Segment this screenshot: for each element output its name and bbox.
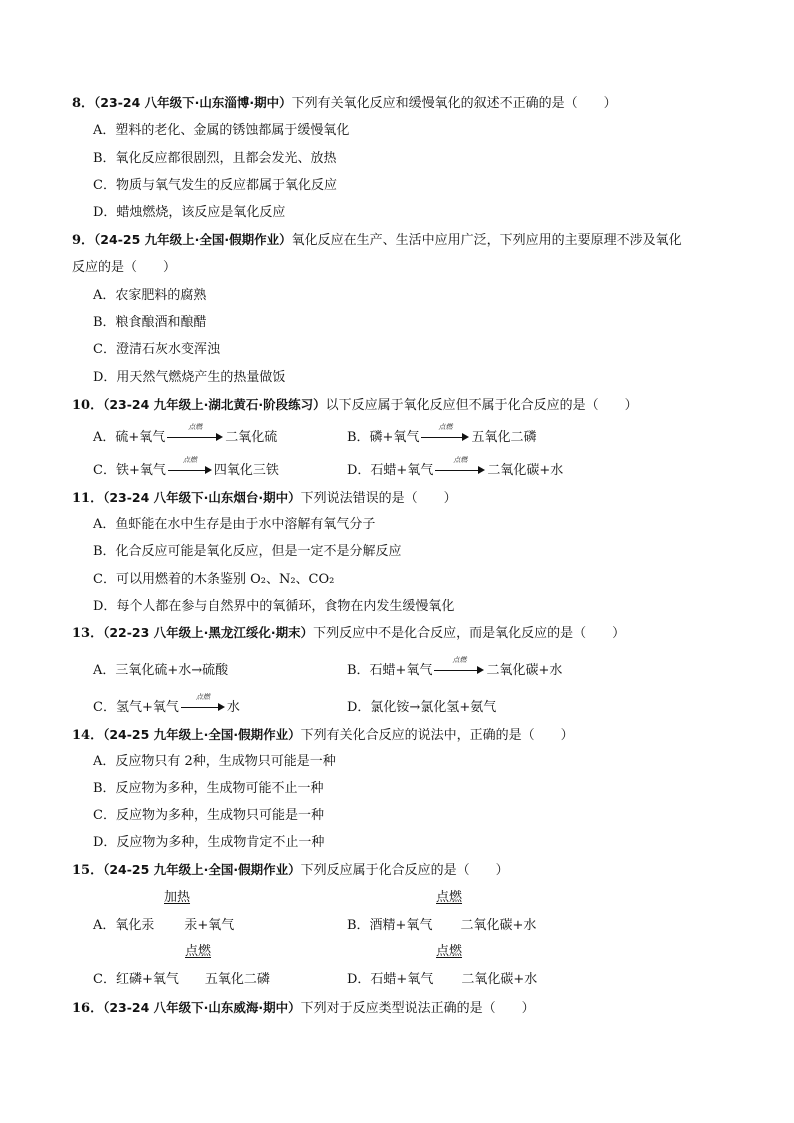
- products: 二氧化硫: [225, 430, 278, 445]
- reaction-condition: 点燃: [453, 455, 468, 464]
- option-a: A．塑料的老化、金属的锈蚀都属于缓慢氧化: [93, 123, 350, 138]
- option-a: A．反应物只有 2种，生成物只可能是一种: [93, 754, 336, 769]
- products: 二氧化碳+水: [487, 463, 564, 478]
- question-10-stem: [72, 396, 638, 415]
- option-d: D．反应物为多种，生成物肯定不止一种: [93, 835, 325, 850]
- option-d: D．每个人都在参与自然界中的氧循环，食物在内发生缓慢氧化: [93, 599, 455, 614]
- option-b: B．粮食酿酒和酿醋: [93, 315, 207, 330]
- option-c: C．物质与氧气发生的反应都属于氧化反应: [93, 178, 337, 193]
- option-c: C．反应物为多种，生成物只可能是一种: [93, 808, 324, 823]
- question-source: （23-24 八年级下·山东威海·期中）: [103, 1000, 301, 1015]
- option-a: [93, 662, 228, 680]
- question-text: 下列反应中不是化合反应，而是氧化反应的是（ ）: [313, 626, 626, 641]
- products: 汞+氧气: [184, 918, 235, 933]
- option-b: [347, 655, 563, 680]
- reactants: B．石蜡+氧气: [347, 663, 433, 678]
- products: 水: [226, 700, 240, 715]
- option-c: [93, 692, 240, 717]
- reaction-arrow: [168, 455, 212, 475]
- reaction-condition: 点燃: [452, 655, 467, 664]
- option-b: B．氧化反应都很剧烈，且都会发光、放热: [93, 151, 337, 166]
- option-c: [93, 455, 279, 480]
- reaction-condition: 点燃: [182, 455, 197, 464]
- option-a: [93, 422, 278, 447]
- reaction-condition: 加热: [164, 890, 191, 905]
- option-c: C．可以用燃着的木条鉴别 O₂、N₂、CO₂: [93, 572, 335, 587]
- question-number: 13．: [72, 626, 104, 641]
- option-d: [347, 455, 564, 480]
- option-a: A．农家肥料的腐熟: [93, 288, 207, 303]
- option-b: [347, 422, 537, 447]
- question-11-stem: [72, 489, 457, 508]
- question-text: 下列说法错误的是（ ）: [300, 491, 457, 506]
- reactants: A．氧化汞: [93, 918, 155, 933]
- question-number: 9．: [72, 233, 95, 248]
- question-text: 氧化反应在生产、生活中应用广泛，下列应用的主要原理不涉及氧化: [291, 233, 682, 248]
- products: 五氧化二磷: [204, 972, 270, 987]
- question-number: 14．: [72, 728, 104, 743]
- reactants: B．磷+氧气: [347, 430, 420, 445]
- products: 五氧化二磷: [471, 430, 537, 445]
- option-d: [347, 699, 496, 717]
- question-8-stem: [72, 94, 617, 113]
- question-16-stem: [72, 999, 535, 1018]
- question-source: （23-24 八年级下·山东烟台·期中）: [103, 490, 301, 505]
- option-d: D．用天然气燃烧产生的热量做饭: [93, 370, 286, 385]
- reactants: D．石蜡+氧气: [347, 972, 434, 987]
- reactants: C．氢气+氧气: [93, 700, 179, 715]
- option-a: [93, 917, 234, 935]
- question-13-stem: [72, 624, 625, 643]
- option-c: C．澄清石灰水变浑浊: [93, 342, 220, 357]
- option-d: D．蜡烛燃烧，该反应是氧化反应: [93, 205, 286, 220]
- question-9-stem-continued: 反应的是（ ）: [72, 260, 177, 275]
- question-text: 下列反应属于化合反应的是（ ）: [300, 863, 509, 878]
- question-14-stem: [72, 726, 574, 745]
- option-b: [347, 917, 536, 935]
- reaction-text: D．氯化铵→氯化氢+氨气: [347, 700, 497, 715]
- question-number: 8．: [72, 96, 95, 111]
- products: 二氧化碳+水: [460, 918, 537, 933]
- option-d: [347, 971, 537, 989]
- reactants: C．铁+氧气: [93, 463, 166, 478]
- option-b: B．化合反应可能是氧化反应，但是一定不是分解反应: [93, 544, 402, 559]
- reactants: D．石蜡+氧气: [347, 463, 434, 478]
- reaction-arrow: [421, 422, 469, 442]
- products: 二氧化碳+水: [461, 972, 538, 987]
- reactants: C．红磷+氧气: [93, 972, 179, 987]
- reaction-condition: 点燃: [438, 422, 453, 431]
- question-number: 16．: [72, 1001, 104, 1016]
- question-text: 下列对于反应类型说法正确的是（ ）: [300, 1001, 535, 1016]
- question-source: （24-25 九年级上·全国·假期作业）: [103, 727, 301, 742]
- question-source: （22-23 八年级上·黑龙江绥化·期末）: [103, 625, 314, 640]
- reaction-condition: 点燃: [195, 692, 210, 701]
- reaction-arrow: [435, 455, 485, 475]
- option-c: [93, 971, 270, 989]
- reaction-condition: 点燃: [185, 944, 212, 959]
- question-text: 下列有关化合反应的说法中，正确的是（ ）: [300, 728, 574, 743]
- question-source: （24-25 九年级上·全国·假期作业）: [103, 862, 301, 877]
- reaction-arrow: [167, 422, 223, 442]
- reaction-condition: 点燃: [436, 944, 463, 959]
- question-9-stem: [72, 231, 682, 250]
- question-text: 下列有关氧化反应和缓慢氧化的叙述不正确的是（ ）: [291, 96, 617, 111]
- question-source: （24-25 九年级上·全国·假期作业）: [94, 232, 292, 247]
- reaction-arrow: [434, 655, 484, 675]
- reaction-condition: 点燃: [436, 890, 463, 905]
- option-a: A．鱼虾能在水中生存是由于水中溶解有氧气分子: [93, 517, 376, 532]
- reaction-condition: 点燃: [188, 422, 203, 431]
- reaction-text: A．三氧化硫+水→硫酸: [93, 663, 229, 678]
- question-number: 15．: [72, 863, 104, 878]
- question-text: 以下反应属于氧化反应但不属于化合反应的是（ ）: [325, 398, 638, 413]
- products: 二氧化碳+水: [486, 663, 563, 678]
- question-number: 10．: [72, 398, 104, 413]
- products: 四氧化三铁: [213, 463, 279, 478]
- question-15-stem: [72, 861, 509, 880]
- question-source: （23-24 八年级下·山东淄博·期中）: [94, 95, 292, 110]
- question-source: （23-24 九年级上·湖北黄石·阶段练习）: [103, 397, 326, 412]
- reactants: B．酒精+氧气: [347, 918, 433, 933]
- option-b: B．反应物为多种，生成物可能不止一种: [93, 781, 324, 796]
- reactants: A．硫+氧气: [93, 430, 166, 445]
- reaction-arrow: [181, 692, 225, 712]
- question-number: 11．: [72, 491, 104, 506]
